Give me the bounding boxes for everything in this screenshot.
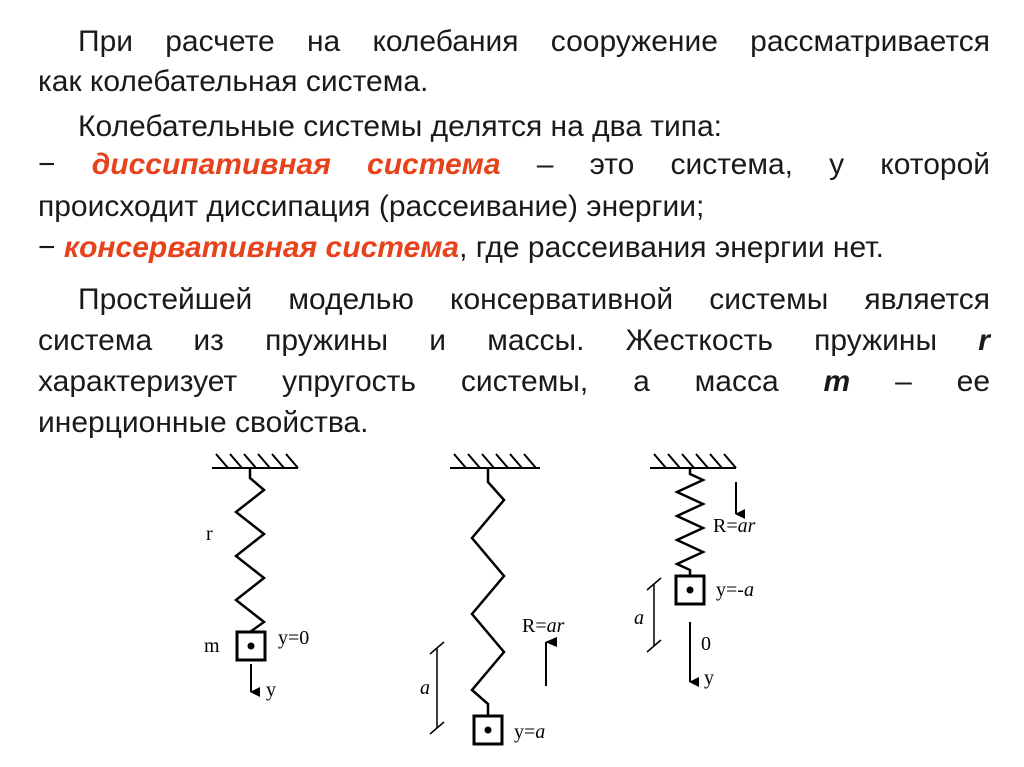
spring-label: r xyxy=(206,523,213,545)
term-dissipative-system: диссипативная система xyxy=(91,148,501,181)
position-label xyxy=(514,721,545,743)
figure-1-unloaded xyxy=(204,454,309,701)
y-axis-label: y xyxy=(266,679,276,701)
position-label-var: a xyxy=(743,579,754,601)
figure-2-stretched xyxy=(420,454,565,744)
zero-label: 0 xyxy=(701,633,711,655)
force-label-var: ar xyxy=(737,515,756,537)
displacement-dimension xyxy=(647,578,661,652)
mass-dot xyxy=(485,727,492,734)
position-label-text: y= xyxy=(514,721,536,743)
paragraph-3-line-2-text: система из пружины и массы. Жесткость пружины xyxy=(38,324,938,357)
mass-dot xyxy=(687,587,694,594)
var-m: m xyxy=(823,365,851,398)
term-conservative-system: консервативная система xyxy=(63,231,460,264)
support-hatch xyxy=(212,454,298,468)
support-hatch xyxy=(650,454,736,468)
bullet-1-line-2: происходит диссипация (рассеивание) энергии; xyxy=(38,190,705,223)
bullet-dash: − xyxy=(38,148,56,181)
paragraph-3-line-4: инерционные свойства. xyxy=(38,406,369,439)
position-label-var: a xyxy=(535,721,546,743)
force-label-var: ar xyxy=(546,615,565,637)
mass-dot xyxy=(248,643,255,650)
paragraph-2-line-1: Колебательные системы делятся на два типа: xyxy=(78,110,723,143)
force-label xyxy=(713,515,756,537)
bullet-1-rest: – это система, у которой xyxy=(536,148,991,181)
displacement-label: a xyxy=(634,607,644,629)
displacement-label: a xyxy=(420,677,430,699)
position-label: y=0 xyxy=(278,627,310,649)
support-hatch xyxy=(450,454,540,468)
position-label-text: y=- xyxy=(716,579,744,601)
paragraph-1-line-2: как колебательная система. xyxy=(38,65,429,98)
paragraph-3-line-3-text: характеризует упругость системы, а масса xyxy=(38,365,779,398)
y-axis-label: y xyxy=(704,667,714,689)
force-label-text: R= xyxy=(522,615,547,637)
bullet-dash: − xyxy=(38,231,56,264)
mass-label: m xyxy=(204,635,220,657)
force-label-text: R= xyxy=(713,515,738,537)
var-r: r xyxy=(978,324,990,357)
spring xyxy=(472,468,504,716)
spring xyxy=(236,468,264,632)
paragraph-3-line-1: Простейшей моделью консервативной системы является xyxy=(78,283,990,316)
bullet-2-rest: , где рассеивания энергии нет. xyxy=(459,231,884,264)
paragraph-3-line-3-end: – ее xyxy=(895,365,991,398)
paragraph-1-line-1: При расчете на колебания сооружение рассматривается xyxy=(78,25,990,58)
position-label xyxy=(716,579,754,601)
force-label xyxy=(522,615,565,637)
spring xyxy=(677,468,703,576)
displacement-dimension xyxy=(430,642,444,734)
figure-3-compressed xyxy=(634,454,756,689)
